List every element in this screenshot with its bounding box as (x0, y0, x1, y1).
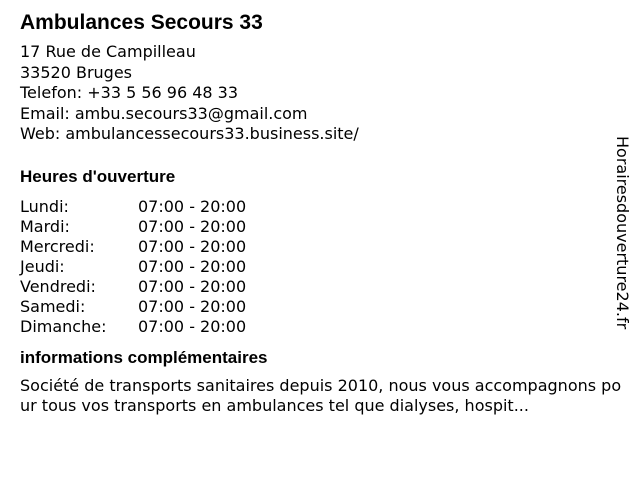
address-street: 17 Rue de Campilleau (20, 42, 196, 61)
contact-block (20, 42, 610, 145)
hours-row (20, 277, 610, 297)
hours-heading: Heures d'ouverture (20, 166, 176, 186)
hours-day: Jeudi: (20, 256, 65, 276)
hours-day: Dimanche: (20, 316, 107, 336)
hours-row (20, 197, 610, 217)
hours-day: Lundi: (20, 196, 69, 216)
hours-row (20, 257, 610, 277)
business-name: Ambulances Secours 33 (20, 11, 263, 34)
website-text: Web: ambulancessecours33.business.site/ (20, 124, 359, 143)
info-description: Société de transports sanitaires depuis 2010, nous vous accompagnons pour tous vos transports en ambulances tel que dialyses, hospit... (20, 375, 622, 415)
hours-time: 07:00 - 20:00 (138, 296, 247, 316)
hours-row (20, 237, 610, 257)
phone-text: Telefon: +33 5 56 96 48 33 (20, 83, 239, 102)
hours-time: 07:00 - 20:00 (138, 316, 247, 336)
hours-row (20, 297, 610, 317)
hours-table (20, 197, 610, 337)
hours-day: Mercredi: (20, 236, 95, 256)
site-watermark (610, 136, 634, 346)
hours-time: 07:00 - 20:00 (138, 276, 247, 296)
hours-time: 07:00 - 20:00 (138, 256, 247, 276)
hours-time: 07:00 - 20:00 (138, 216, 247, 236)
info-heading: informations complémentaires (20, 347, 268, 367)
hours-row (20, 217, 610, 237)
hours-time: 07:00 - 20:00 (138, 196, 247, 216)
site-watermark-text: Horairesdouverture24.fr (613, 136, 632, 330)
hours-row (20, 317, 610, 337)
hours-time: 07:00 - 20:00 (138, 236, 247, 256)
hours-day: Vendredi: (20, 276, 96, 296)
email-text: Email: ambu.secours33@gmail.com (20, 103, 308, 123)
hours-day: Mardi: (20, 216, 70, 236)
address-city: 33520 Bruges (20, 62, 133, 82)
business-card (20, 10, 622, 417)
hours-day: Samedi: (20, 296, 86, 316)
